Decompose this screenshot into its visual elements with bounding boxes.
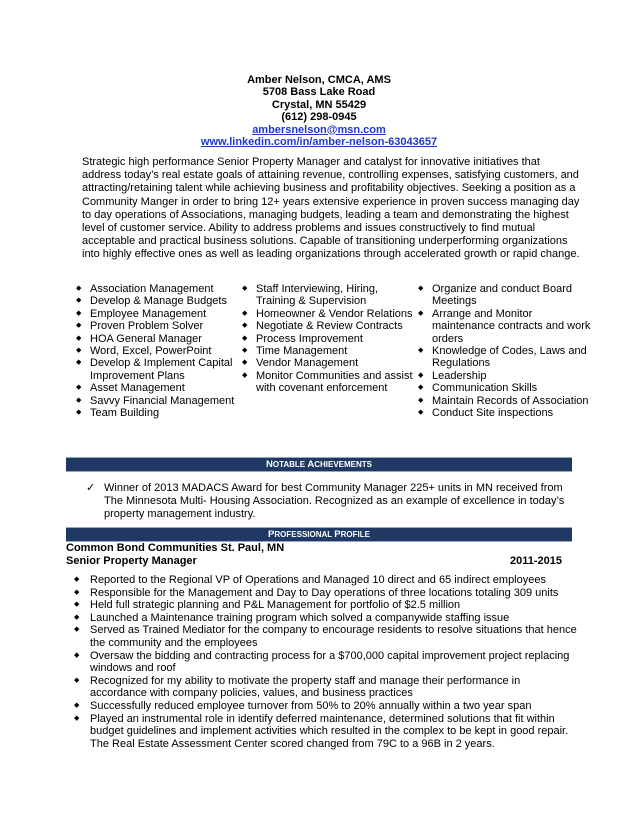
job-dates: 2011-2015 [510, 555, 562, 567]
email-link[interactable]: ambersnelson@msn.com [252, 123, 386, 136]
achievement-text: Winner of 2013 MADACS Award for best Community Manager 225+ units in MN received from The Minnesota Multi- Housing Association. Recognized as an example of excellence in today’s property management industry. [104, 482, 565, 521]
list-item: ◆ Played an instrumental role in identify deferred maintenance, determined solutions that fit within budget guidelines and implement activities which resulted in the complex to be kept in good repair. The Real Estate Assessment Center scored changed from 79C to a 96B in 2 years. [74, 713, 580, 751]
contact-header [0, 74, 638, 148]
list-item: ◆ HOA General Manager [76, 333, 242, 345]
achievement-item [86, 482, 578, 522]
list-item: ◆ Maintain Records of Association [418, 395, 596, 407]
list-item: ◆ Asset Management [76, 382, 242, 394]
list-item: ◆ Develop & Implement Capital Improvement Plans [76, 357, 242, 382]
list-item: ◆ Leadership [418, 370, 596, 382]
list-item: ◆ Communication Skills [418, 382, 596, 394]
job-title-row [66, 555, 562, 568]
skills-grid [76, 283, 596, 419]
professional-summary: Strategic high performance Senior Property Manager and catalyst for innovative initiatives that address today’s real estate goals of attaining revenue, controlling expenses, satisfying customers, and attracting/retaining talent while achieving business and profitability objectives. Seeking a position as a Community Manger in order to bring 12+ years extensive experience in proven success managing day to day operations of Associations, managing budgets, leading a team and demonstrating the highest level of customer service. Ability to address problems and issues constructively to find mutual acceptable and practical business solutions. Capable of transitioning underperforming organizations into highly effective ones as well as leading organizations through accelerated growth or rapid change. [82, 156, 580, 261]
job-duties-list [74, 574, 580, 750]
skills-column-2 [242, 283, 418, 419]
list-item: ◆ Oversaw the bidding and contracting process for a $700,000 capital improvement project replacing windows and roof [74, 650, 580, 675]
list-item: ◆ Monitor Communities and assist with covenant enforcement [242, 370, 418, 395]
list-item: ◆ Served as Trained Mediator for the company to encourage residents to resolve situations that hence the community and the employees [74, 624, 580, 649]
list-item: ◆ Process Improvement [242, 333, 418, 345]
list-item: ◆ Conduct Site inspections [418, 407, 596, 419]
skills-column-3 [418, 283, 596, 419]
notable-achievements-heading: NOTABLE ACHIEVEMENTS [66, 457, 572, 472]
list-item: ◆ Knowledge of Codes, Laws and Regulations [418, 345, 596, 370]
list-item: ◆ Word, Excel, PowerPoint [76, 345, 242, 357]
candidate-name: Amber Nelson, CMCA, AMS [247, 74, 391, 86]
list-item: ◆ Launched a Maintenance training program which solved a companywide staffing issue [74, 612, 580, 625]
list-item: ◆ Vendor Management [242, 357, 418, 369]
city-state-zip: Crystal, MN 55429 [271, 98, 367, 111]
list-item: ◆ Association Management [76, 283, 242, 295]
list-item: ◆ Reported to the Regional VP of Operations and Managed 10 direct and 65 indirect employees [74, 574, 580, 587]
street-address: 5708 Bass Lake Road [262, 86, 376, 99]
list-item: ◆ Organize and conduct Board Meetings [418, 283, 596, 308]
list-item: ◆ Savvy Financial Management [76, 395, 242, 407]
list-item: ◆ Homeowner & Vendor Relations [242, 308, 418, 320]
list-item: ◆ Successfully reduced employee turnover from 50% to 20% annually within a two year span [74, 700, 580, 713]
list-item: ◆ Held full strategic planning and P&L Management for portfolio of $2.5 million [74, 599, 580, 612]
list-item: ◆ Team Building [76, 407, 242, 419]
list-item: ◆ Negotiate & Review Contracts [242, 320, 418, 332]
checkmark-icon: ✓ [86, 482, 96, 494]
list-item: ◆ Responsible for the Management and Day to Day operations of three locations totaling 309 units [74, 587, 580, 600]
linkedin-link[interactable]: www.linkedin.com/in/amber-nelson-63043657 [200, 136, 438, 149]
list-item: ◆ Employee Management [76, 308, 242, 320]
list-item: ◆ Develop & Manage Budgets [76, 295, 242, 307]
list-item: ◆ Staff Interviewing, Hiring, Training & Supervision [242, 283, 418, 308]
list-item: ◆ Time Management [242, 345, 418, 357]
company-name: Common Bond Communities St. Paul, MN [66, 542, 285, 554]
professional-profile-heading: PROFESSIONAL PROFILE [66, 527, 572, 542]
job-title: Senior Property Manager [66, 555, 197, 567]
list-item: ◆ Proven Problem Solver [76, 320, 242, 332]
list-item: ◆ Recognized for my ability to motivate the property staff and manage their performance in accordance with company policies, values, and business practices [74, 675, 580, 700]
phone-number: (612) 298-0945 [281, 111, 357, 124]
list-item: ◆ Arrange and Monitor maintenance contracts and work orders [418, 308, 596, 345]
skills-column-1 [76, 283, 242, 419]
